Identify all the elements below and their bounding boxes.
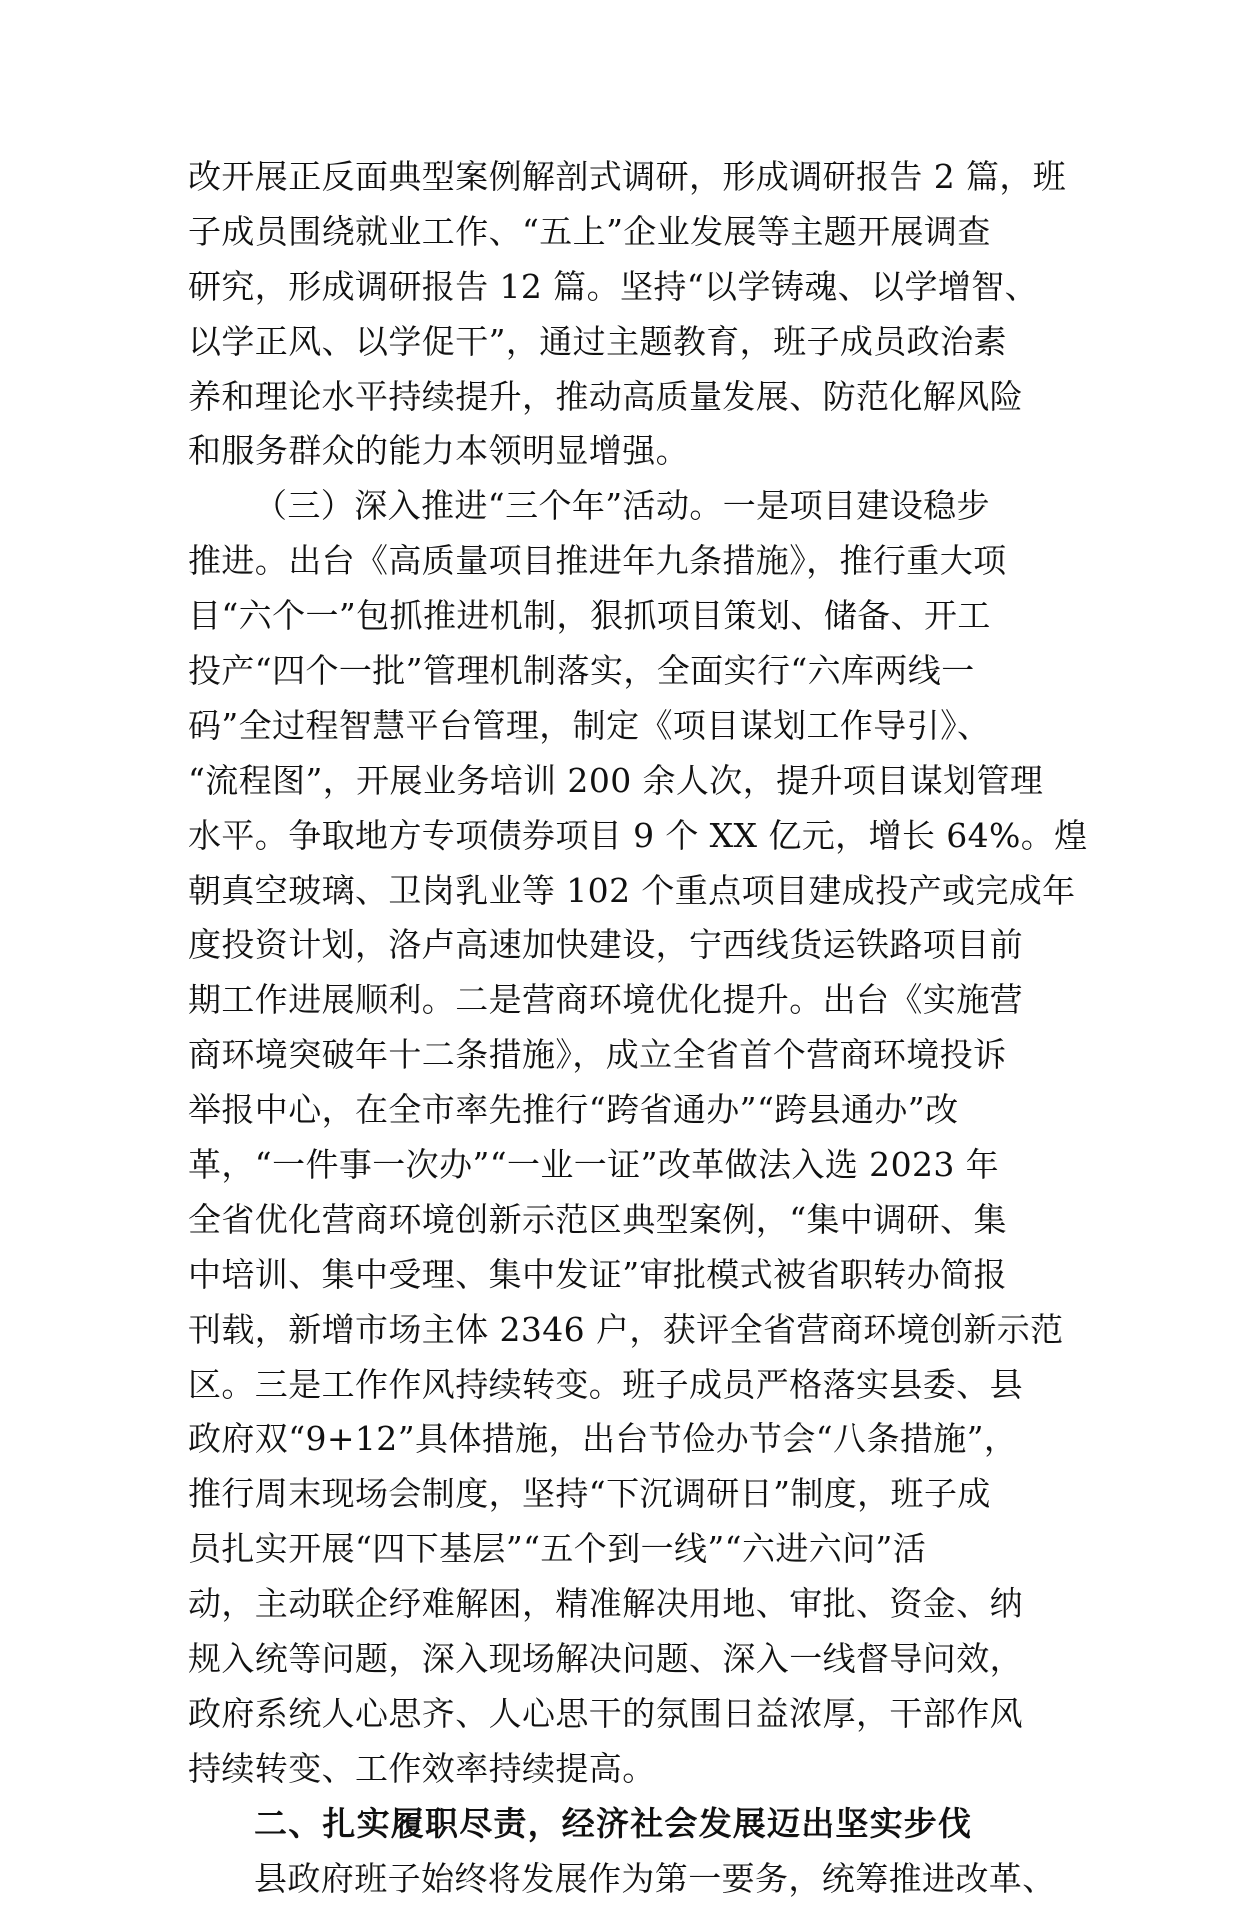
text-line: 全省优化营商环境创新示范区典型案例，“集中调研、集 (188, 1199, 1007, 1239)
text-line: 商环境突破年十二条措施》，成立全省首个营商环境投诉 (188, 1035, 1007, 1075)
text-line: 区。三是工作作风持续转变。班子成员严格落实县委、县 (188, 1364, 1023, 1404)
paragraph-first-line: 县政府班子始终将发展作为第一要务，统筹推进改革、 (254, 1858, 1056, 1898)
text-line: 朝真空玻璃、卫岗乳业等 102 个重点项目建成投产或完成年 (188, 870, 1076, 910)
text-line: 政府系统人心思齐、人心思干的氛围日益浓厚，干部作风 (188, 1693, 1023, 1733)
text-line: 码”全过程智慧平台管理，制定《项目谋划工作导引》、 (188, 705, 991, 745)
text-line: 刊载，新增市场主体 2346 户，获评全省营商环境创新示范 (188, 1309, 1064, 1349)
text-line: 养和理论水平持续提升，推动高质量发展、防范化解风险 (188, 376, 1023, 416)
body-text (188, 150, 1088, 1907)
text-line: “流程图”，开展业务培训 200 余人次，提升项目谋划管理 (188, 760, 1044, 800)
text-line: 革，“一件事一次办”“一业一证”改革做法入选 2023 年 (188, 1145, 1000, 1185)
text-line: 员扎实开展“四下基层”“五个到一线”“六进六问”活 (188, 1529, 927, 1569)
text-line: 推行周末现场会制度，坚持“下沉调研日”制度，班子成 (188, 1474, 991, 1514)
text-line: 以学正风、以学促干”，通过主题教育，班子成员政治素 (188, 321, 1007, 361)
text-line: 持续转变、工作效率持续提高。 (188, 1748, 656, 1788)
section-heading: 二、扎实履职尽责，经济社会发展迈出坚实步伐 (254, 1803, 973, 1843)
text-line: 和服务群众的能力本领明显增强。 (188, 431, 689, 471)
text-line: 期工作进展顺利。二是营商环境优化提升。出台《实施营 (188, 980, 1023, 1020)
text-line: 投产“四个一批”管理机制落实，全面实行“六库两线一 (188, 651, 975, 691)
text-line: 度投资计划，洛卢高速加快建设，宁西线货运铁路项目前 (188, 925, 1023, 965)
subsection-heading-line: （三）深入推进“三个年”活动。一是项目建设稳步 (254, 486, 990, 526)
text-line: 中培训、集中受理、集中发证”审批模式被省职转办简报 (188, 1254, 1007, 1294)
text-line: 规入统等问题，深入现场解决问题、深入一线督导问效， (188, 1639, 1023, 1679)
text-line: 动，主动联企纾难解困，精准解决用地、审批、资金、纳 (188, 1584, 1023, 1624)
text-line: 举报中心，在全市率先推行“跨省通办”“跨县通办”改 (188, 1090, 959, 1130)
text-line: 目“六个一”包抓推进机制，狠抓项目策划、储备、开工 (188, 596, 991, 636)
text-line: 改开展正反面典型案例解剖式调研，形成调研报告 2 篇，班 (188, 157, 1067, 196)
text-line: 研究，形成调研报告 12 篇。坚持“以学铸魂、以学增智、 (188, 266, 1039, 306)
text-line: 水平。争取地方专项债券项目 9 个 XX 亿元，增长 64%。煌 (188, 815, 1088, 855)
text-line: 政府双“9+12”具体措施，出台节俭办节会“八条措施”， (188, 1419, 1018, 1459)
text-line: 子成员围绕就业工作、“五上”企业发展等主题开展调查 (188, 211, 991, 251)
text-line: 推进。出台《高质量项目推进年九条措施》，推行重大项 (188, 541, 1007, 581)
